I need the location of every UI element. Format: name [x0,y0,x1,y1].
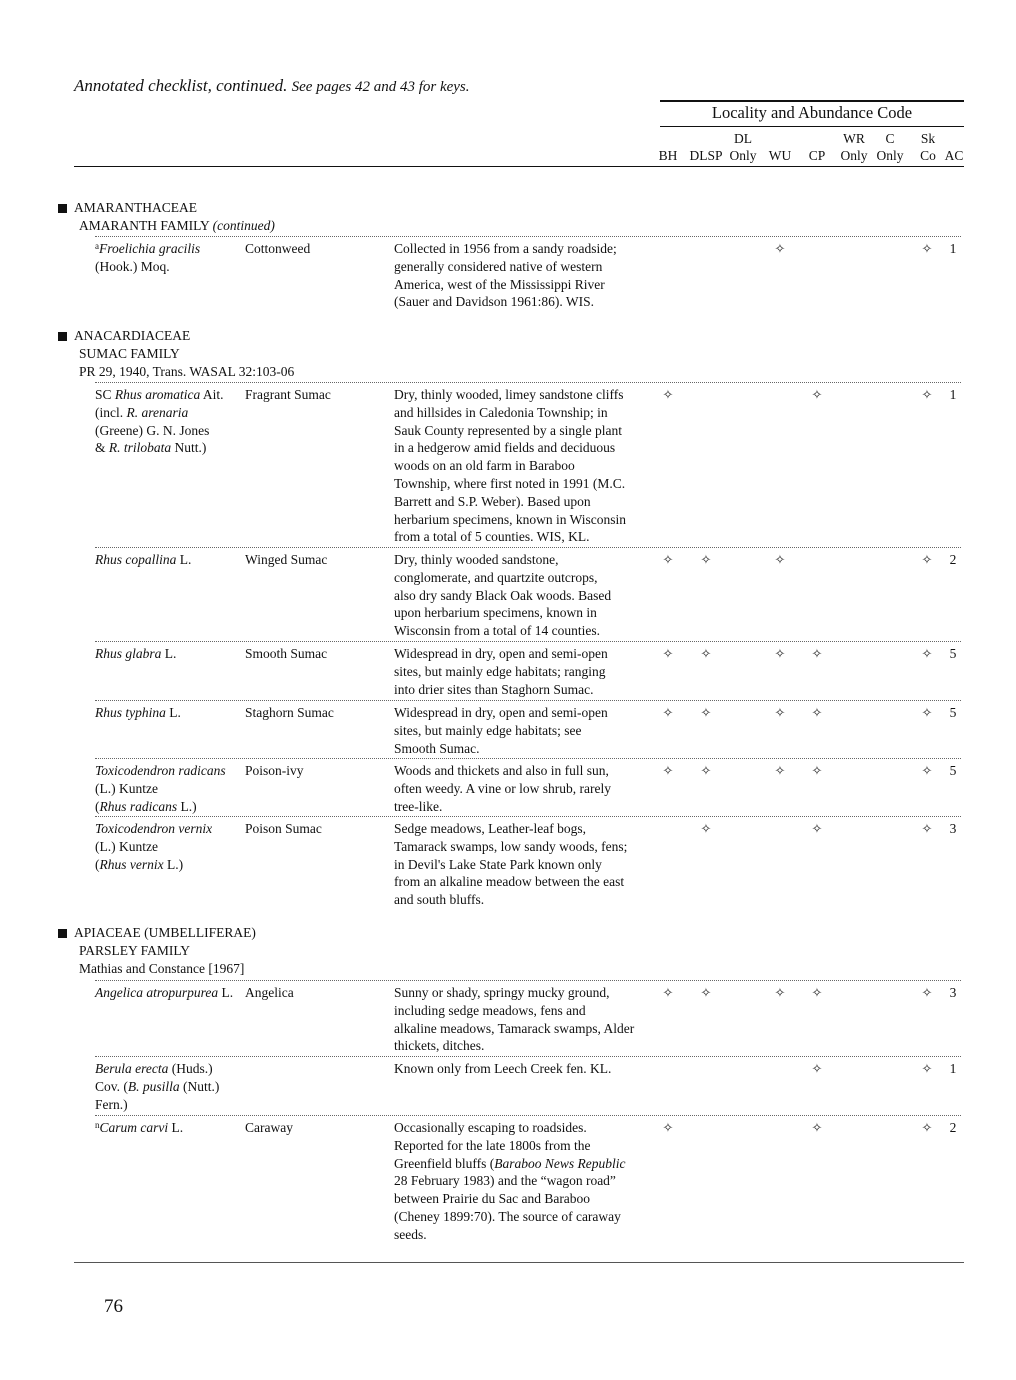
locality-marker-icon: ✧ [662,1120,674,1135]
common-name: Staghorn Sumac [245,705,334,720]
locality-rule [660,126,964,127]
entry-separator [95,980,961,981]
column-header-line1: Sk [920,131,936,146]
column-header-line2: WU [768,148,792,163]
abundance-code: 5 [949,763,957,778]
locality-marker-icon: ✧ [921,387,933,402]
locality-marker-icon: ✧ [700,552,712,567]
family-name: APIACEAE (UMBELLIFERAE) [74,925,256,940]
locality-marker-icon: ✧ [921,646,933,661]
column-header-line2: DLSP [689,148,723,163]
family-reference: PR 29, 1940, Trans. WASAL 32:103-06 [79,364,295,379]
locality-marker-icon: ✧ [700,646,712,661]
locality-marker-icon: ✧ [811,1120,823,1135]
common-name: Winged Sumac [245,552,328,567]
locality-marker-icon: ✧ [774,763,786,778]
header-rule-bottom [74,166,964,167]
habitat-description: Occasionally escaping to roadsides. Reported for the late 1800s from the Greenfield bluffs (Baraboo News Republic 28 February 1983) and the “wagon road” between Prairie du Sac and Baraboo (Cheney 1899:70). The source of caraway seeds. [394,1120,626,1242]
entry-separator [95,1056,961,1057]
page-number: 76 [104,1296,123,1317]
locality-marker-icon: ✧ [811,821,823,836]
locality-marker-icon: ✧ [921,705,933,720]
common-name: Angelica [245,985,294,1000]
scientific-name: $^a$Froelichia gracilis (Hook.) Moq. [95,241,201,274]
locality-marker-icon: ✧ [700,821,712,836]
common-name: Smooth Sumac [245,646,328,661]
locality-marker-icon: ✧ [811,985,823,1000]
keys-note: See pages 42 and 43 for keys. [291,79,470,95]
habitat-description: Sedge meadows, Leather-leaf bogs, Tamarack swamps, low sandy woods, fens; in Devil's Lake State Park known only from an alkaline meadow between the east and south bluffs. [394,821,628,908]
entry-separator [95,382,961,383]
abundance-code: 2 [949,1120,957,1135]
locality-marker-icon: ✧ [662,705,674,720]
family-heading [58,327,294,381]
abundance-code: 3 [949,985,957,1000]
scientific-name: Rhus typhina L. [95,705,181,720]
entry-separator [95,1115,961,1116]
column-header-line1: DL [734,131,752,146]
common-name: Poison Sumac [245,821,322,836]
habitat-description: Dry, thinly wooded sandstone, conglomerate, and quartzite outcrops, also dry sandy Black Oak woods. Based upon herbarium specimens, known in Wisconsin from a total of 14 counties. [394,552,612,639]
family-common-name: SUMAC FAMILY [79,346,180,361]
scientific-name: Berula erecta (Huds.) Cov. (B. pusilla (Nutt.) Fern.) [95,1061,220,1112]
entry-separator [95,547,961,548]
locality-marker-icon: ✧ [774,985,786,1000]
family-common-name: AMARANTH FAMILY (continued) [79,218,275,233]
scientific-name: Toxicodendron radicans (L.) Kuntze (Rhus radicans L.) [95,763,226,814]
scientific-name: Rhus glabra L. [95,646,177,661]
column-header-line2: Only [729,148,757,163]
entry-separator [95,758,961,759]
header-title: Annotated checklist, continued. [74,76,288,95]
family-heading [58,924,256,978]
locality-marker-icon: ✧ [811,646,823,661]
locality-marker-icon: ✧ [921,1120,933,1135]
entry-separator [95,236,961,237]
column-header-line2: AC [944,148,964,163]
locality-marker-icon: ✧ [811,705,823,720]
scientific-name: Angelica atropurpurea L. [95,985,234,1000]
scientific-name: $^n$Carum carvi L. [95,1120,184,1135]
habitat-description: Sunny or shady, springy mucky ground, including sedge meadows, fens and alkaline meadows, Tamarack swamps, Alder thickets, ditches. [394,985,635,1054]
locality-marker-icon: ✧ [774,552,786,567]
locality-marker-icon: ✧ [921,985,933,1000]
locality-marker-icon: ✧ [921,241,933,256]
habitat-description: Dry, thinly wooded, limey sandstone cliffs and hillsides in Caledonia Township; in Sauk County represented by a single plant in a hedgerow amid fields and deciduous woods on an old farm in Baraboo Township, where first noted in 1991 (M.C. Barrett and S.P. Weber). Based upon herbarium specimens, known in Wisconsin from a total of 5 counties. WIS, KL. [394,387,627,545]
locality-marker-icon: ✧ [662,763,674,778]
column-header-line2: Co [920,148,936,163]
locality-marker-icon: ✧ [811,763,823,778]
locality-marker-icon: ✧ [774,705,786,720]
abundance-code: 1 [949,241,957,256]
habitat-description: Widespread in dry, open and semi-open sites, but mainly edge habitats; see Smooth Sumac. [394,705,608,756]
scientific-name: SC Rhus aromatica Ait. (incl. R. arenaria (Greene) G. N. Jones & R. trilobata Nutt.) [95,387,224,456]
abundance-code: 5 [949,646,957,661]
column-header-line2: Only [840,148,868,163]
column-header-line2: BH [658,148,678,163]
locality-marker-icon: ✧ [662,985,674,1000]
abundance-code: 3 [949,821,957,836]
page-header [74,76,470,96]
bullet-icon [58,332,67,341]
habitat-description: Collected in 1956 from a sandy roadside; generally considered native of western America, west of the Mississippi River (Sauer and Davidson 1961:86). WIS. [394,241,617,310]
column-header-line1: C [885,131,895,146]
locality-marker-icon: ✧ [700,985,712,1000]
bullet-icon [58,929,67,938]
abundance-code: 2 [949,552,957,567]
common-name: Fragrant Sumac [245,387,331,402]
entry-separator [95,641,961,642]
locality-marker-icon: ✧ [774,646,786,661]
family-common-name: PARSLEY FAMILY [79,943,191,958]
abundance-code: 5 [949,705,957,720]
habitat-description: Known only from Leech Creek fen. KL. [394,1061,612,1076]
locality-marker-icon: ✧ [700,705,712,720]
habitat-description: Woods and thickets and also in full sun, often weedy. A vine or low shrub, rarely tree-like. [394,763,611,814]
locality-marker-icon: ✧ [700,763,712,778]
scientific-name: Rhus copallina L. [95,552,192,567]
column-header-line1: WR [843,131,865,146]
common-name: Cottonweed [245,241,311,256]
locality-marker-icon: ✧ [921,552,933,567]
column-header-line2: Only [876,148,904,163]
header-rule-top [660,100,964,102]
locality-marker-icon: ✧ [662,552,674,567]
family-name: ANACARDIACEAE [74,328,191,343]
locality-marker-icon: ✧ [774,241,786,256]
bullet-icon [58,204,67,213]
family-reference: Mathias and Constance [1967] [79,961,245,976]
locality-marker-icon: ✧ [921,821,933,836]
locality-title: Locality and Abundance Code [711,103,913,122]
column-header [932,130,976,164]
family-name: AMARANTHACEAE [74,200,197,215]
common-name: Poison-ivy [245,763,304,778]
abundance-code: 1 [949,1061,957,1076]
footer-rule [74,1262,964,1263]
entry-separator [95,700,961,701]
column-header-line1 [932,130,976,147]
column-header-line2: CP [808,148,826,163]
abundance-code: 1 [949,387,957,402]
locality-marker-icon: ✧ [921,763,933,778]
entry-separator [95,816,961,817]
locality-marker-icon: ✧ [921,1061,933,1076]
locality-marker-icon: ✧ [811,387,823,402]
locality-marker-icon: ✧ [662,646,674,661]
scientific-name: Toxicodendron vernix (L.) Kuntze (Rhus vernix L.) [95,821,213,872]
locality-marker-icon: ✧ [811,1061,823,1076]
locality-marker-icon: ✧ [662,387,674,402]
common-name: Caraway [245,1120,293,1135]
habitat-description: Widespread in dry, open and semi-open sites, but mainly edge habitats; ranging into drier sites than Staghorn Sumac. [394,646,608,697]
family-heading [58,199,275,235]
